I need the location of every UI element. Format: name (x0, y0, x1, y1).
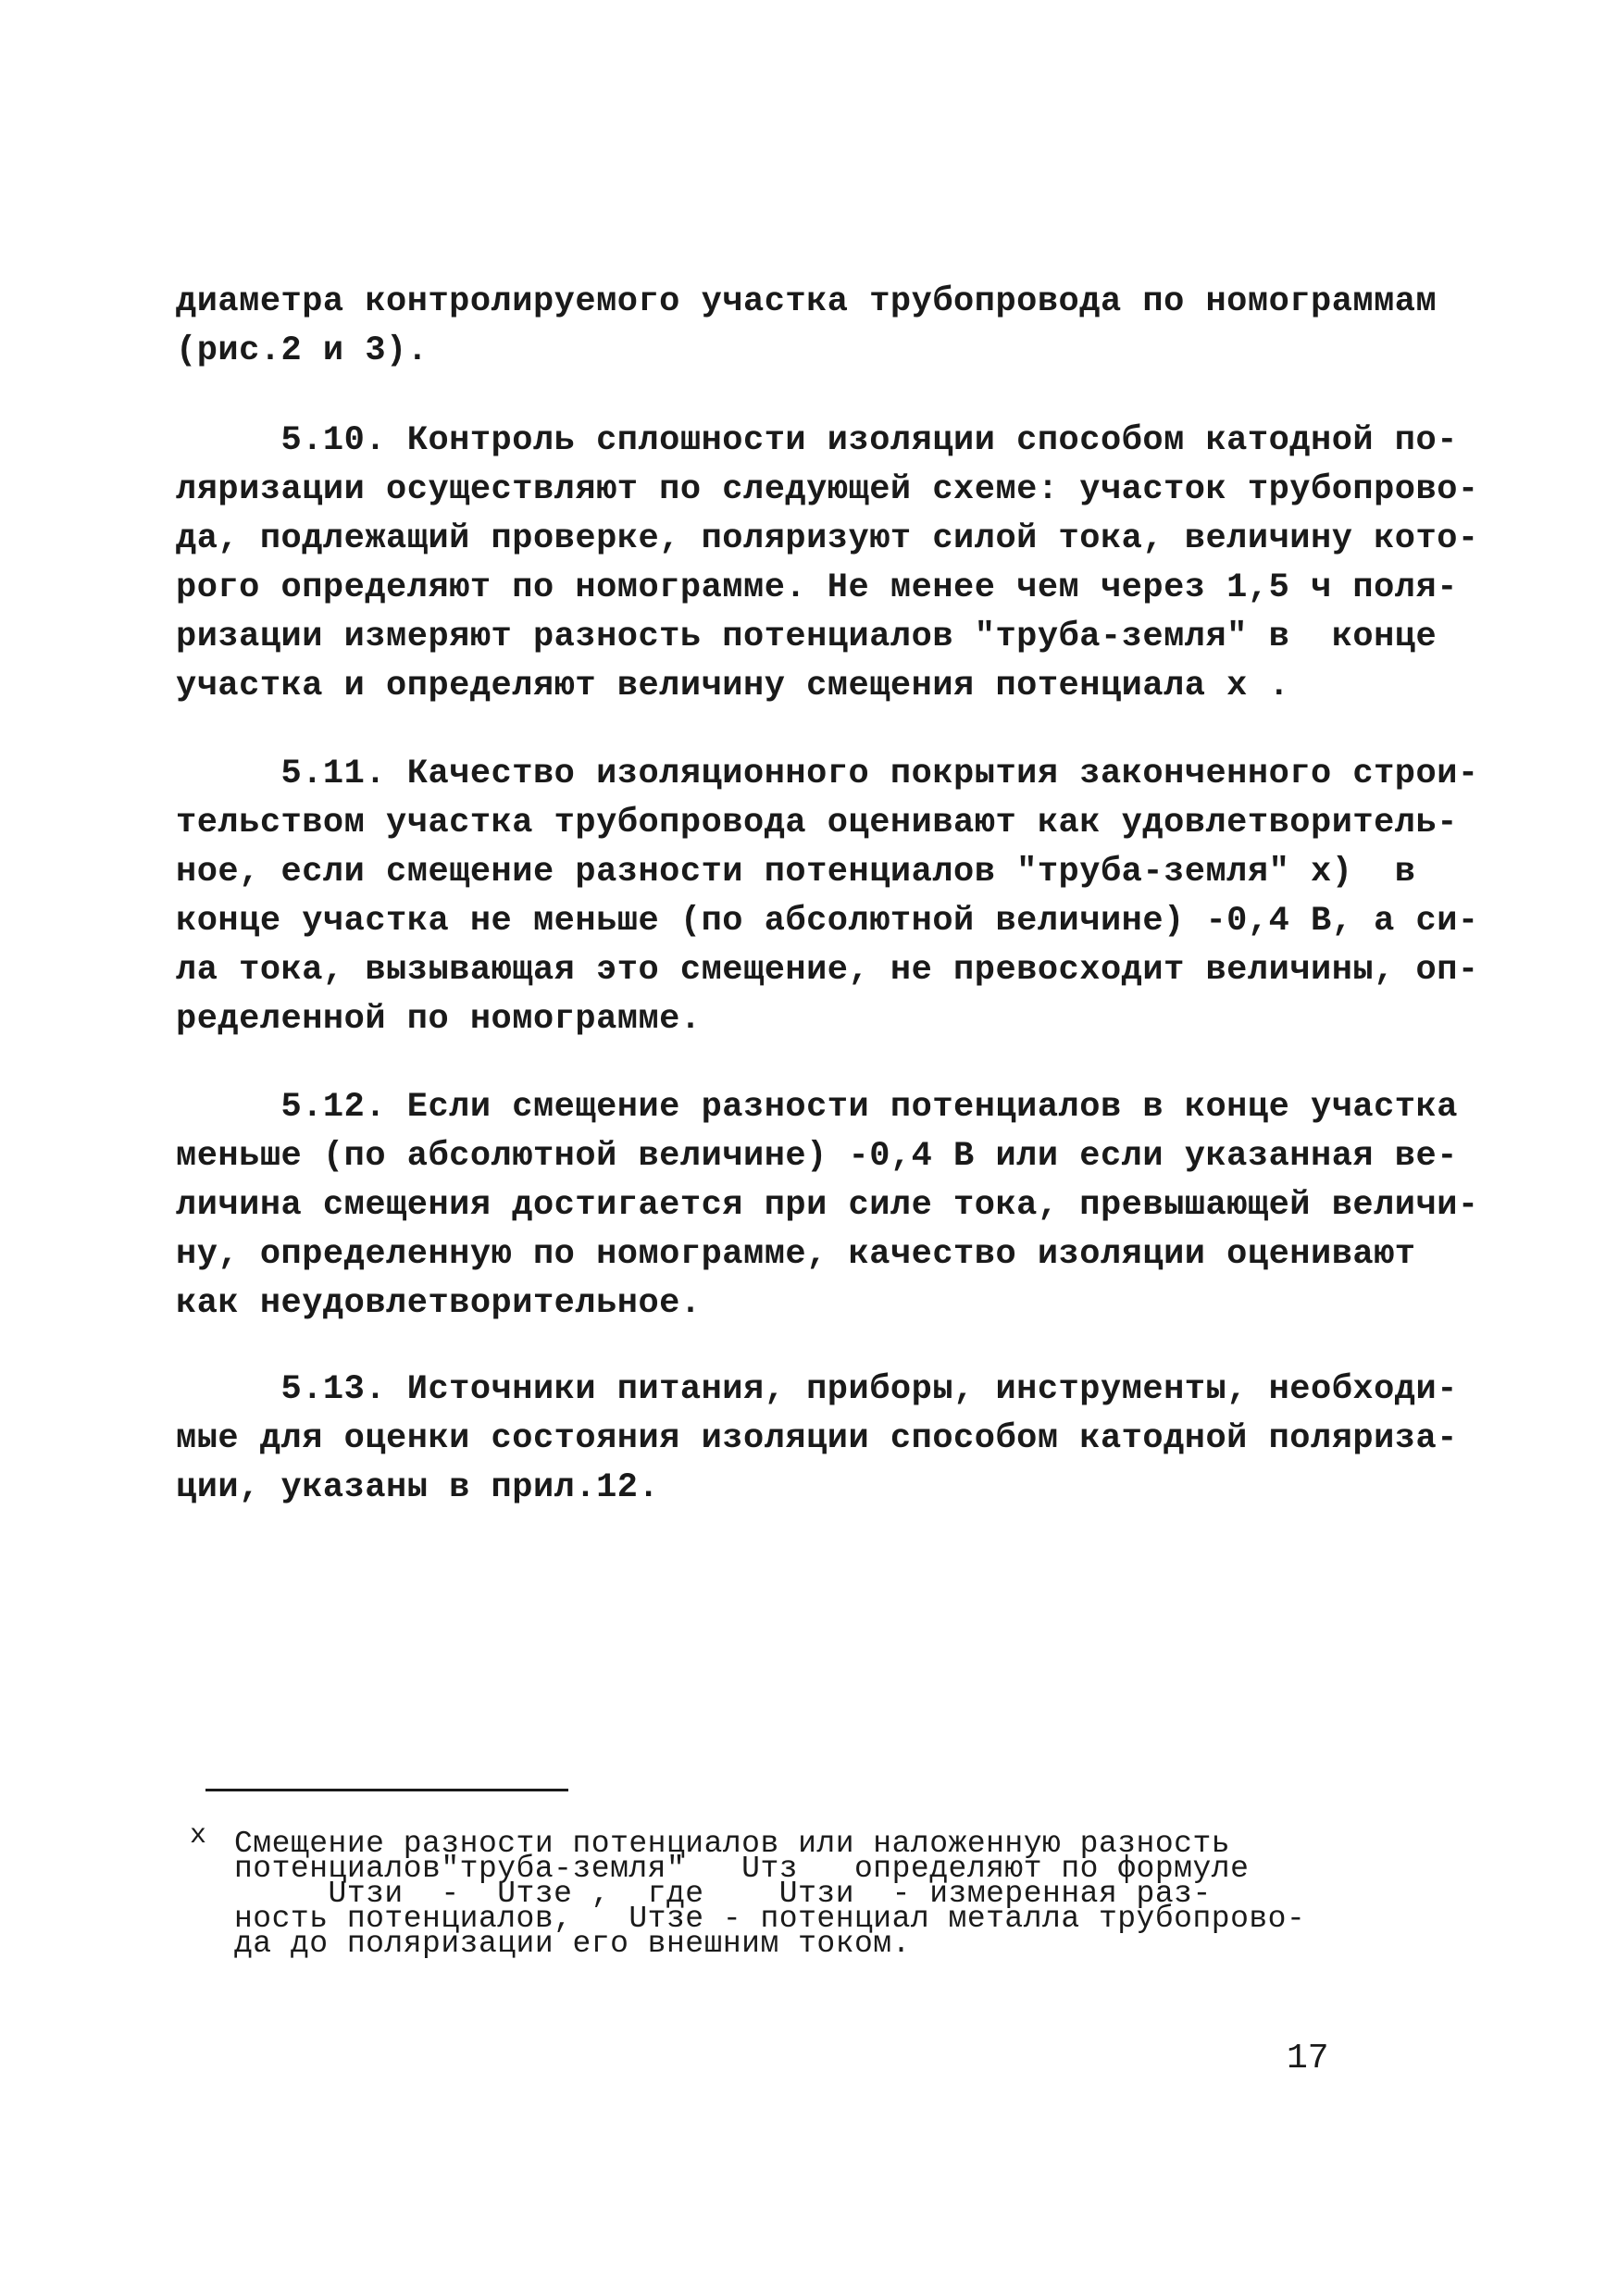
text-line: 5.12. Если смещение разности потенциалов в конце участка (176, 1088, 1458, 1127)
text-line: тельством участка трубопровода оценивают как удовлетворитель- (176, 804, 1458, 842)
text-line: рого определяют по номограмме. Не менее чем через 1,5 ч поля- (176, 568, 1458, 607)
footnote-line: да до поляризации его внешним током. (234, 1927, 911, 1961)
footnote-line: Uтзи - Uтзе , где Uтзи - измеренная раз- (234, 1877, 1212, 1911)
footnote-divider (205, 1789, 568, 1791)
paragraph-5-12 (176, 1083, 1479, 1329)
text-line: 5.13. Источники питания, приборы, инструменты, необходи- (176, 1370, 1458, 1409)
text-line: 5.10. Контроль сплошности изоляции способом катодной по- (176, 421, 1458, 460)
text-line: личина смещения достигается при силе тока, превышающей величи- (176, 1186, 1479, 1225)
text-line: ции, указаны в прил.12. (176, 1468, 660, 1507)
text-line: ляризации осуществляют по следующей схеме: участок трубопрово- (176, 470, 1479, 509)
text-line: (рис.2 и 3). (176, 331, 429, 370)
text-line: да, подлежащий проверке, поляризуют силой тока, величину кото- (176, 519, 1479, 558)
page-number: 17 (1287, 2039, 1329, 2078)
text-line: диаметра контролируемого участка трубопровода по номограммам (176, 282, 1438, 321)
paragraph-5-11 (176, 750, 1479, 1044)
footnote-line: потенциалов"труба-земля" Uтз определяют по формуле (234, 1852, 1250, 1886)
text-line: как неудовлетворительное. (176, 1284, 702, 1323)
text-line: участка и определяют величину смещения потенциала x . (176, 667, 1290, 705)
footnote-line: Смещение разности потенциалов или наложенную разность (234, 1827, 1231, 1861)
paragraph-5-13 (176, 1366, 1458, 1513)
text-line: ну, определенную по номограмме, качество изоляции оценивают (176, 1235, 1416, 1274)
text-line: ределенной по номограмме. (176, 1000, 702, 1039)
text-line: мые для оценки состояния изоляции способом катодной поляриза- (176, 1419, 1458, 1458)
text-line: 5.11. Качество изоляционного покрытия законченного строи- (176, 755, 1479, 793)
text-line: меньше (по абсолютной величине) -0,4 В или если указанная ве- (176, 1137, 1458, 1176)
footnote-text (234, 1827, 1306, 1961)
text-line: ризации измеряют разность потенциалов "труба-земля" в конце (176, 618, 1438, 656)
footnote-line: ность потенциалов, Uтзе - потенциал металла трубопрово- (234, 1902, 1306, 1936)
paragraph-5-10 (176, 417, 1479, 711)
paragraph-intro (176, 278, 1438, 376)
text-line: конце участка не меньше (по абсолютной величине) -0,4 В, а си- (176, 902, 1479, 941)
text-line: ла тока, вызывающая это смещение, не превосходит величины, оп- (176, 951, 1479, 990)
footnote-mark: x (190, 1820, 207, 1852)
text-line: ное, если смещение разности потенциалов "труба-земля" x) в (176, 853, 1416, 892)
